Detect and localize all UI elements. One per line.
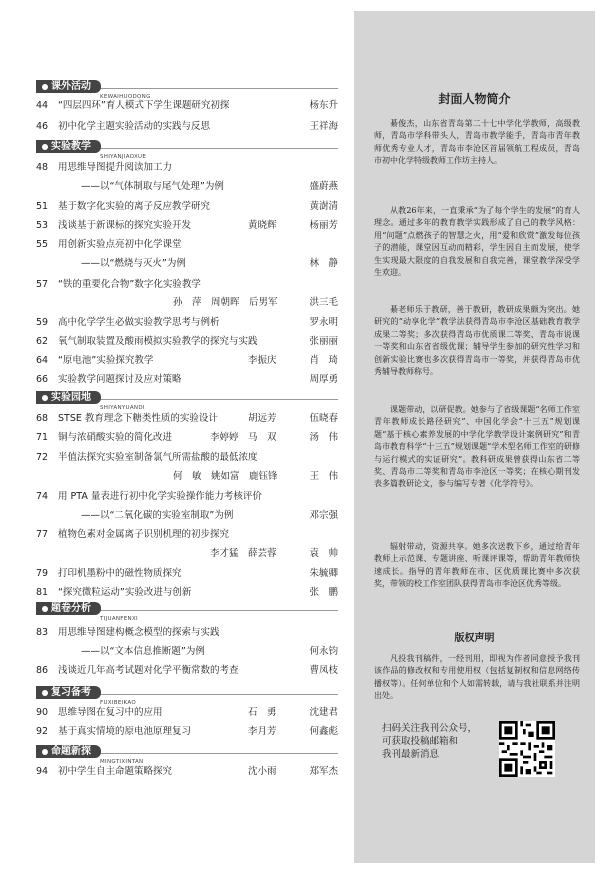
section-label: 命题新探: [51, 746, 91, 757]
article-author: 林 静: [309, 258, 338, 269]
section-pinyin: FUXIBEIKAO: [100, 700, 136, 706]
section-pinyin: TIJUANFENXI: [100, 616, 138, 622]
article-title: 铜与浓硝酸实验的简化改进: [58, 432, 173, 443]
article-title: 植物色素对金属离子识别机理的初步探究: [58, 529, 230, 540]
section-label: 复习备考: [51, 687, 91, 698]
profile-paragraph: 从教26年来，一直秉承“为了每个学生的发展”的育人理念。通过多年的教育教学实践形成了自己的教学风格：用“问题”点燃孩子的智慧之火，用“爱和欣赏”激发每位孩子的潜能，课堂因互动而精彩，学生因自主而发展，使学生实现最大限度的自我发展和自我完善，课堂教学深受学生欢迎。: [374, 206, 580, 278]
article-author: 洪三毛: [309, 297, 338, 308]
article-subtitle: ——以“文本信息推断题”为例: [81, 646, 205, 657]
qr-code[interactable]: [499, 721, 555, 777]
section-header: [36, 602, 138, 622]
article-author: 伍晓春: [309, 413, 338, 424]
profile-paragraph: 课题带动，以研促教。她参与了省级课题“名师工作室青年教师成长路径研究”、中国化学会“十三五”规划课题“基于核心素养发展的中学化学教学设计案例研究”和青岛市教育科学“十三五”规划课题“学术型名师工作室的研修与运行模式的实证研究”。教科研成果曾获得山东省二等奖、青岛市二等奖和青岛市李沧区一等奖；在核心期刊发表多篇教研论文，参与编写专著《化学符号》。: [374, 405, 580, 489]
article-author: 袁 帅: [309, 548, 338, 559]
article-author: 周厚勇: [309, 374, 338, 385]
page-number: 44: [36, 100, 49, 111]
copyright-text: 凡投我刊稿件，一经刊用，即视为作者同意授予我刊该作品的修改权和专用使用权（包括复制权和信息网络传播权等）。任何单位和个人如需转载，请与我社联系并注明出处。: [374, 654, 580, 701]
article-author: 朱毓卿: [309, 568, 338, 579]
page-number: 55: [36, 239, 49, 250]
article-title: 用创新实验点亮初中化学课堂: [58, 239, 182, 250]
page-number: 62: [36, 336, 49, 347]
profile-paragraph: 綦俊杰，山东省青岛第二十七中学化学教师，高级教师，青岛市学科带头人，青岛市教学能手，青岛市青年教师优秀专业人才，青岛市李沧区首届领航工程成员，青岛市初中化学特级教师工作坊主持人。: [374, 119, 580, 166]
article-subtitle: ——以“气体制取与尾气处理”为例: [81, 181, 224, 192]
page-number: 77: [36, 529, 49, 540]
co-authors: 孙 萍 周朝晖 后男军: [173, 297, 278, 308]
section-header: [36, 686, 136, 706]
article-title: 浅谈基于新课标的探究实验开发: [58, 220, 192, 231]
page-number: 71: [36, 432, 49, 443]
article-author: 张丽丽: [309, 336, 338, 347]
article-author: 肖 琦: [309, 355, 338, 366]
article-title: “四层四环”育人模式下学生课题研究初探: [58, 100, 230, 111]
section-header: [36, 745, 144, 765]
page-number: 53: [36, 220, 49, 231]
page-number: 90: [36, 707, 49, 718]
article-title: 初中化学主题实验活动的实践与反思: [58, 121, 211, 132]
page-number: 81: [36, 587, 49, 598]
page-number: 72: [36, 452, 49, 463]
article-author: 曹凤枝: [309, 665, 338, 676]
article-author: 罗永明: [309, 317, 338, 328]
article-author: 石 勇: [248, 707, 277, 718]
article-title: 氧气制取装置及酸雨模拟实验教学的探究与实践: [58, 336, 258, 347]
section-pinyin: SHIYANYUANDI: [100, 405, 145, 411]
article-title: 打印机墨粉中的磁性物质探究: [58, 568, 182, 579]
co-authors: 何 敏 姚如富 鹿钰锋: [173, 471, 278, 482]
article-author: 杨丽芳: [309, 220, 338, 231]
page-number: 46: [36, 121, 49, 132]
page-number: 94: [36, 766, 49, 777]
profile-paragraph: 綦老师乐于教研，善于教研，教研成果颇为突出。她研究的“动享化学”教学法获得青岛市李沧区基础教育教学成果二等奖；多次获得青岛市优质课二等奖、青岛市说课一等奖和山东省省级优课；辅导学生参加的研究性学习和创新实验比赛也多次获得青岛市一等奖，并获得青岛市优秀辅导教师称号。: [374, 305, 580, 377]
article-author: 王祥海: [309, 121, 338, 132]
article-author: 张 鹏: [309, 587, 338, 598]
article-author: 沈建君: [309, 707, 338, 718]
article-title: 实验教学问题探讨及应对策略: [58, 374, 182, 385]
qr-caption-line: 扫码关注我刊公众号，: [382, 723, 478, 734]
page-number: 86: [36, 665, 49, 676]
article-author: 杨东升: [309, 100, 338, 111]
article-title: “原电池”实验探究教学: [58, 355, 154, 366]
article-title: 高中化学学生必做实验教学思考与例析: [58, 317, 220, 328]
page-number: 74: [36, 491, 49, 502]
article-title: “探究微粒运动”实验改进与创新: [58, 587, 192, 598]
article-author: 李婷婷 马 双: [210, 432, 277, 443]
article-subtitle: ——以“二氧化碳的实验室制取”为例: [81, 510, 234, 521]
article-title: STSE 教育理念下糖类性质的实验设计: [58, 413, 218, 424]
section-label: 实验园地: [51, 392, 91, 403]
page-number: 64: [36, 355, 49, 366]
article-author: 汤 伟: [309, 432, 338, 443]
section-label: 课外活动: [51, 81, 91, 92]
page-number: 51: [36, 201, 49, 212]
page-number: 68: [36, 413, 49, 424]
section-pinyin: MINGTIXINTAN: [100, 759, 144, 765]
article-title: 基于真实情境的原电池原理复习: [58, 726, 192, 737]
article-title: 用 PTA 量表进行初中化学实验操作能力考核评价: [58, 491, 262, 502]
qr-caption-line: 可获取投稿邮箱和: [382, 736, 459, 747]
article-author: 王 伟: [309, 471, 338, 482]
cover-profile-title: 封面人物简介: [438, 92, 511, 106]
article-title: 思维导图在复习中的应用: [58, 707, 163, 718]
page-number: 59: [36, 317, 49, 328]
article-title: “铁的重要化合物”数字化实验教学: [58, 279, 201, 290]
article-author: 李月芳: [248, 726, 277, 737]
section-pinyin: KEWAIHUODONG: [100, 94, 151, 100]
article-title: 浅谈近几年高考试题对化学平衡常数的考查: [58, 665, 239, 676]
article-author: 何永钧: [309, 646, 338, 657]
page-number: 92: [36, 726, 49, 737]
section-label: 题卷分析: [51, 603, 91, 614]
article-title: 用思维导图建构概念模型的探索与实践: [58, 627, 220, 638]
section-header: [36, 80, 151, 100]
qr-caption-line: 我刊最新消息: [382, 749, 440, 760]
profile-paragraph: 辐射带动，资源共享。她多次送教下乡，通过给青年教师上示范课、专题讲座、听课评课等，帮助青年教师快速成长。指导的青年教师在市、区优质课比赛中多次获奖，带领的校工作室团队获得青岛市李沧区优秀等级。: [374, 542, 580, 589]
article-title: 初中学生自主命题策略探究: [58, 766, 173, 777]
page-number: 57: [36, 279, 49, 290]
section-label: 实验教学: [51, 141, 91, 152]
qr-caption: [382, 722, 490, 761]
section-pinyin: SHIYANJIAOXUE: [100, 154, 147, 160]
section-header: [36, 140, 147, 160]
page-number: 83: [36, 627, 49, 638]
article-author: 黄澍清: [309, 201, 338, 212]
copyright-title: 版权声明: [454, 633, 495, 644]
section-header: [36, 391, 145, 411]
article-subtitle: ——以“燃烧与灭火”为例: [81, 258, 186, 269]
article-title: 基于数字化实验的离子反应教学研究: [58, 201, 211, 212]
article-author: 何鑫彪: [309, 726, 338, 737]
article-author: 沈小雨: [248, 766, 277, 777]
article-author: 郑军杰: [309, 766, 338, 777]
article-title: 半值法探究实验室制备氯气所需盐酸的最低浓度: [58, 452, 258, 463]
cover-profile-panel: [354, 11, 595, 863]
article-title: 用思维导图提升阅读加工力: [58, 162, 173, 173]
page-number: 66: [36, 374, 49, 385]
article-author: 胡远芳: [248, 413, 277, 424]
page-number: 48: [36, 162, 49, 173]
article-author: 李振庆: [248, 355, 277, 366]
article-author: 邓宗强: [309, 510, 338, 521]
article-author: 盛蔚燕: [309, 181, 338, 192]
page-number: 79: [36, 568, 49, 579]
co-authors: 李才猛 薛芸蓉: [210, 548, 277, 559]
article-author: 黄晓辉: [248, 220, 277, 231]
